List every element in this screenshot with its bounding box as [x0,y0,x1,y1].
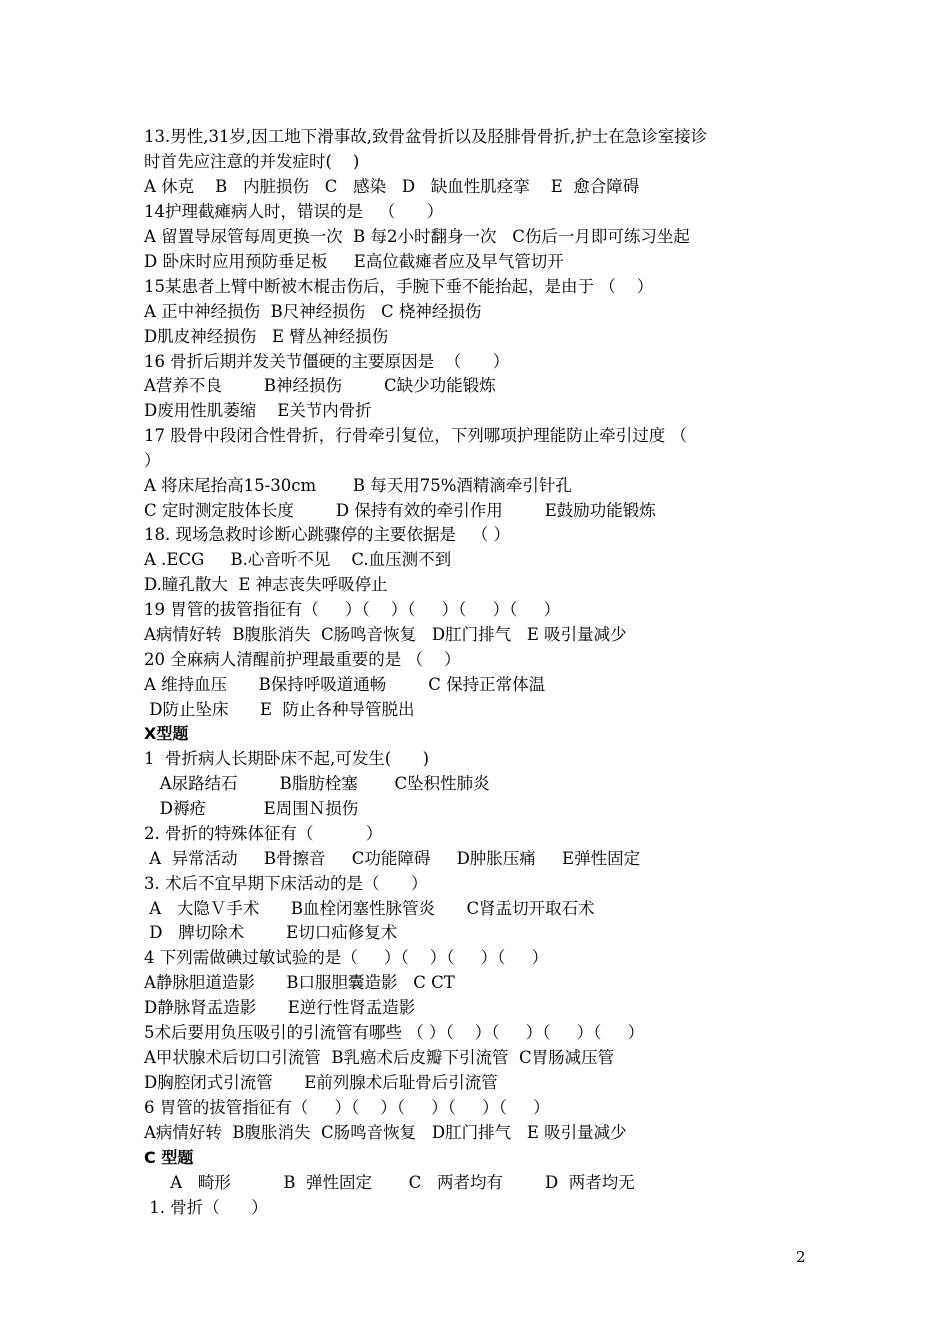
text-line: D静脉肾盂造影 E逆行性肾盂造影 [144,998,416,1017]
text-line: D褥疮 E周围Ｎ损伤 [144,799,359,818]
text-line: 4 下列需做碘过敏试验的是（ ）（ ）（ ）（ ） [144,948,549,967]
text-line: 18. 现场急救时诊断心跳骤停的主要依据是 （ ） [144,525,510,544]
text-line: 13.男性,31岁,因工地下滑事故,致骨盆骨折以及胫腓骨骨折,护士在急诊室接诊 [144,127,708,146]
text-line: D废用性肌萎缩 E关节内骨折 [144,401,372,420]
text-line: A 将床尾抬高15-30cm B 每天用75%酒精滴牵引针孔 [144,476,572,495]
text-line: A营养不良 B神经损伤 C缺少功能锻炼 [144,376,496,395]
text-line: 3. 术后不宜早期下床活动的是（ ） [144,874,428,893]
text-line: D 脾切除术 E切口疝修复术 [144,923,398,942]
text-line: A 异常活动 B骨擦音 C功能障碍 D肿胀压痛 E弹性固定 [144,849,641,868]
text-line: D防止坠床 E 防止各种导管脱出 [144,700,415,719]
text-line: A 留置导尿管每周更换一次 B 每2小时翻身一次 C伤后一月即可练习坐起 [144,227,690,246]
page-number: 2 [796,1248,806,1266]
text-line: A 畸形 B 弹性固定 C 两者均有 D 两者均无 [144,1173,635,1192]
text-line: C 定时测定肢体长度 D 保持有效的牵引作用 E鼓励功能锻炼 [144,501,656,520]
text-line: A甲状腺术后切口引流管 B乳癌术后皮瓣下引流管 C胃肠减压管 [144,1048,615,1067]
text-line: 19 胃管的拔管指征有（ ）（ ）（ ）（ ）（ ） [144,600,561,619]
text-line: 1 骨折病人长期卧床不起,可发生( ) [144,749,430,768]
text-line: A 大隐Ｖ手术 B血栓闭塞性脉管炎 C肾盂切开取石术 [144,899,595,918]
text-line: A静脉胆道造影 B口服胆囊造影 C CT [144,973,455,992]
text-line: D 卧床时应用预防垂足板 E高位截瘫者应及早气管切开 [144,252,564,271]
text-line: 6 胃管的拔管指征有（ ）（ ）（ ）（ ）（ ） [144,1098,550,1117]
text-line: A病情好转 B腹胀消失 C肠鸣音恢复 D肛门排气 E 吸引量减少 [144,625,627,644]
text-line: D肌皮神经损伤 E 臂丛神经损伤 [144,327,389,346]
text-line: A 正中神经损伤 B尺神经损伤 C 桡神经损伤 [144,302,482,321]
text-line: 17 股骨中段闭合性骨折，行骨牵引复位，下列哪项护理能防止牵引过度 （ [144,426,687,445]
text-line: A 休克 B 内脏损伤 C 感染 D 缺血性肌痉挛 E 愈合障碍 [144,177,640,196]
text-line: 2. 骨折的特殊体征有（ ） [144,824,383,843]
text-line: A .ECG B.心音听不见 C.血压测不到 [144,550,452,569]
text-line: 14护理截瘫病人时，错误的是 （ ） [144,202,444,221]
text-line: A 维持血压 B保持呼吸道通畅 C 保持正常体温 [144,675,546,694]
section-heading: X型题 [144,724,189,743]
text-line: 1. 骨折（ ） [144,1198,268,1217]
text-line: A病情好转 B腹胀消失 C肠鸣音恢复 D肛门排气 E 吸引量减少 [144,1123,627,1142]
text-line: A尿路结石 B脂肪栓塞 C坠积性肺炎 [144,774,490,793]
text-line: 5术后要用负压吸引的引流管有哪些 （ ）（ ）（ ）（ ）（ ） [144,1023,645,1042]
text-line: D.瞳孔散大 E 神志丧失呼吸停止 [144,575,388,594]
text-line: 20 全麻病人清醒前护理最重要的是 （ ） [144,650,461,669]
text-line: D胸腔闭式引流管 E前列腺术后耻骨后引流管 [144,1073,498,1092]
text-line: 16 骨折后期并发关节僵硬的主要原因是 （ ） [144,352,510,371]
section-heading: C 型题 [144,1148,194,1167]
text-line: 时首先应注意的并发症时( ) [144,152,360,171]
text-line: 15某患者上臂中断被木棍击伤后，手腕下垂不能抬起，是由于 （ ） [144,277,654,296]
text-line: ） [144,451,161,470]
